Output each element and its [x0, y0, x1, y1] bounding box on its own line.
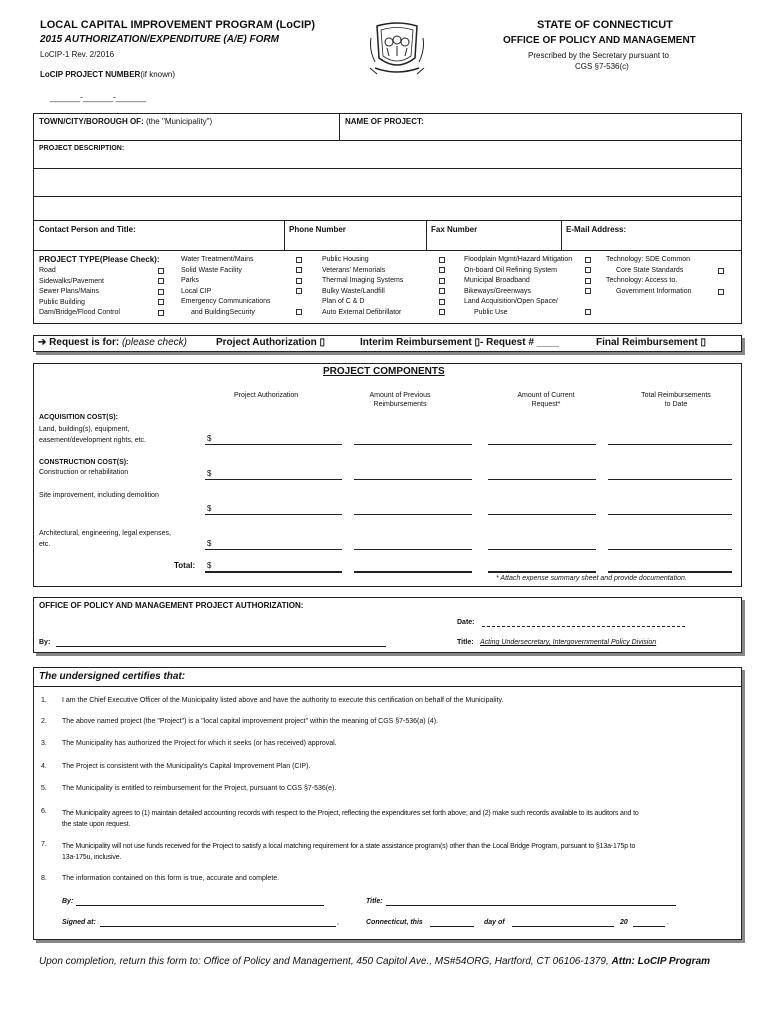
certification-item-7: The Municipality will not use funds received for the Project to satisfy a local matching requirement for a state assistance program(s) other than the Local Bridge Program, pursuant to §13a-175p to 13a-175u, inclusive.: [62, 843, 636, 861]
office-name: OFFICE OF POLICY AND MANAGEMENT: [503, 35, 696, 46]
architectural-current-field[interactable]: [488, 549, 596, 550]
certification-heading: The undersigned certifies that:: [39, 671, 186, 682]
prescribed-line-1: Prescribed by the Secretary pursuant to: [528, 51, 669, 60]
col-current-request: Amount of Current Request*: [517, 392, 575, 408]
cert-year-field[interactable]: [633, 926, 665, 927]
arrow-icon: ➔: [38, 337, 47, 348]
site-improvement-label: Site improvement, including demolition: [39, 492, 159, 499]
opm-by-label: By:: [39, 639, 51, 646]
architectural-total-field[interactable]: [608, 549, 732, 550]
construction-prev-field[interactable]: [354, 479, 472, 480]
col-total-reimbursements: Total Reimbursements to Date: [641, 392, 711, 408]
cert-day-field[interactable]: [430, 926, 474, 927]
opm-by-field[interactable]: [56, 646, 386, 647]
construction-heading: CONSTRUCTION COST(S):: [39, 459, 129, 466]
footnote: * Attach expense summary sheet and provide documentation.: [496, 575, 687, 582]
acquisition-heading: ACQUISITION COST(S):: [39, 414, 118, 421]
cert-month-field[interactable]: [512, 926, 614, 927]
cert-day-of-label: day of: [484, 919, 505, 926]
opm-date-field[interactable]: [482, 626, 685, 627]
acquisition-total-field[interactable]: [608, 444, 732, 445]
checkbox-icon: ▯: [700, 337, 706, 348]
construction-total-field[interactable]: [608, 479, 732, 480]
site-prev-field[interactable]: [354, 514, 472, 515]
cert-by-field[interactable]: [76, 905, 324, 906]
total-current-field[interactable]: [488, 571, 596, 573]
acquisition-current-field[interactable]: [488, 444, 596, 445]
request-option-interim[interactable]: Interim Reimbursement ▯- Request # ____: [360, 337, 559, 348]
construction-label: Construction or rehabilitation: [39, 469, 129, 476]
project-type-col-2-checkboxes[interactable]: [296, 255, 302, 318]
project-description-label: PROJECT DESCRIPTION:: [39, 145, 125, 152]
certification-item-2: The above named project (the "Project") is a "local capital improvement project" within the meaning of CGS §7-536(a) (4).: [62, 718, 439, 725]
certification-item-3: The Municipality has authorized the Project for which it seeks (or has received) approval.: [62, 740, 337, 747]
prescribed-line-2: CGS §7-536(c): [575, 62, 629, 71]
certification-item-6: The Municipality agrees to (1) maintain detailed accounting records with respect to the Project, reflecting the expenditures set forth above; and (2) make such records available to its auditors and to the state upon request.: [62, 810, 639, 828]
certification-box: [33, 667, 742, 940]
footer-instructions: Upon completion, return this form to: Office of Policy and Management, 450 Capitol Ave., MS#54ORG, Hartford, CT 06106-1379, Attn: LoCIP Program: [39, 956, 711, 967]
site-total-field[interactable]: [608, 514, 732, 515]
total-auth-field[interactable]: [205, 571, 342, 573]
fax-label: Fax Number: [431, 225, 478, 234]
connecticut-seal-icon: [367, 18, 427, 78]
project-type-col-5: Technology: SDE Common Core State Standards Technology: Access to. Government Information: [606, 256, 692, 295]
project-name-label: NAME OF PROJECT:: [345, 117, 424, 126]
site-auth-field[interactable]: [205, 514, 342, 515]
construction-auth-field[interactable]: [205, 479, 342, 480]
site-current-field[interactable]: [488, 514, 596, 515]
form-title: 2015 AUTHORIZATION/EXPENDITURE (A/E) FORM: [40, 34, 279, 45]
cert-by-label: By:: [62, 898, 74, 905]
opm-title-value: Acting Undersecretary, Intergovernmental Policy Division: [480, 639, 657, 646]
project-type-heading: PROJECT TYPE(Please Check):: [39, 255, 160, 264]
project-type-col-4: Floodplain Mgmt/Hazard Mitigation On-board Oil Refining System Municipal Broadband Bikeways/Greenways Land Acquisition/Open Space/ Public Use: [464, 256, 573, 316]
architectural-auth-field[interactable]: [205, 549, 342, 550]
contact-label: Contact Person and Title:: [39, 225, 136, 234]
cert-title-field[interactable]: [386, 905, 676, 906]
acquisition-prev-field[interactable]: [354, 444, 472, 445]
state-name: STATE OF CONNECTICUT: [537, 19, 673, 31]
phone-label: Phone Number: [289, 225, 346, 234]
town-label: TOWN/CITY/BOROUGH OF: (the "Municipality"): [39, 117, 213, 126]
request-option-authorization[interactable]: Project Authorization ▯: [216, 337, 326, 348]
total-total-field[interactable]: [608, 571, 732, 573]
project-type-col-1: Road Sidewalks/Pavement Sewer Plans/Mains Public Building Dam/Bridge/Flood Control: [39, 267, 120, 316]
project-type-col-3: Public Housing Veterans' Memorials Thermal Imaging Systems Bulky Waste/Landfill Plan of C & D Auto External Defibrillator: [322, 256, 404, 316]
project-number-label: LoCIP PROJECT NUMBER(if known): [40, 70, 175, 79]
project-components-title: PROJECT COMPONENTS: [323, 366, 445, 377]
architectural-label: Architectural, engineering, legal expenses, etc.: [39, 530, 171, 548]
architectural-prev-field[interactable]: [354, 549, 472, 550]
construction-current-field[interactable]: [488, 479, 596, 480]
acquisition-auth-field[interactable]: [205, 444, 342, 445]
checkbox-icon: ▯: [474, 337, 480, 348]
opm-date-label: Date:: [457, 619, 475, 626]
form-revision: LoCIP-1 Rev. 2/2016: [40, 50, 115, 59]
checkbox-icon: ▯: [319, 337, 326, 348]
opm-authorization-title: OFFICE OF POLICY AND MANAGEMENT PROJECT AUTHORIZATION:: [39, 601, 304, 610]
col-previous-reimbursements: Amount of Previous Reimbursements: [369, 392, 431, 408]
acquisition-label: Land, building(s), equipment, easement/development rights, etc.: [39, 426, 147, 444]
request-label: ➔ Request is for: (please check): [38, 337, 187, 348]
certification-item-5: The Municipality is entitled to reimbursement for the Project, pursuant to CGS §7-536(e).: [62, 785, 337, 792]
certification-item-1: I am the Chief Executive Officer of the Municipality listed above and have the authority to execute this certification on behalf of the Municipality.: [62, 697, 504, 704]
certification-item-8: The information contained on this form is true, accurate and complete.: [62, 875, 280, 882]
project-type-col-2: Water Treatment/Mains Solid Waste Facility Parks Local CIP Emergency Communications and BuildingSecurity: [181, 256, 271, 316]
project-type-col-3-checkboxes[interactable]: [439, 255, 445, 318]
cert-title-label: Title:: [366, 898, 383, 905]
project-type-col-4-checkboxes[interactable]: [585, 255, 591, 318]
cert-signed-label: Signed at:: [62, 919, 96, 926]
col-project-authorization: Project Authorization: [234, 392, 299, 399]
program-title: LOCAL CAPITAL IMPROVEMENT PROGRAM (LoCIP): [40, 19, 315, 31]
cert-connecticut-label: Connecticut, this: [366, 919, 423, 926]
cert-year-label: 20: [620, 919, 628, 926]
request-option-final[interactable]: Final Reimbursement ▯: [596, 337, 706, 348]
cert-signed-field[interactable]: [100, 926, 336, 927]
opm-title-label: Title:: [457, 639, 474, 646]
email-label: E-Mail Address:: [566, 225, 627, 234]
project-type-col-5-checkboxes[interactable]: [718, 266, 724, 298]
project-type-col-1-checkboxes[interactable]: [158, 266, 164, 319]
certification-item-4: The Project is consistent with the Municipality's Capital Improvement Plan (CIP).: [62, 763, 311, 770]
project-number-field[interactable]: ______-______-______: [50, 92, 147, 102]
total-label: Total:: [174, 561, 196, 570]
total-prev-field[interactable]: [354, 571, 472, 573]
